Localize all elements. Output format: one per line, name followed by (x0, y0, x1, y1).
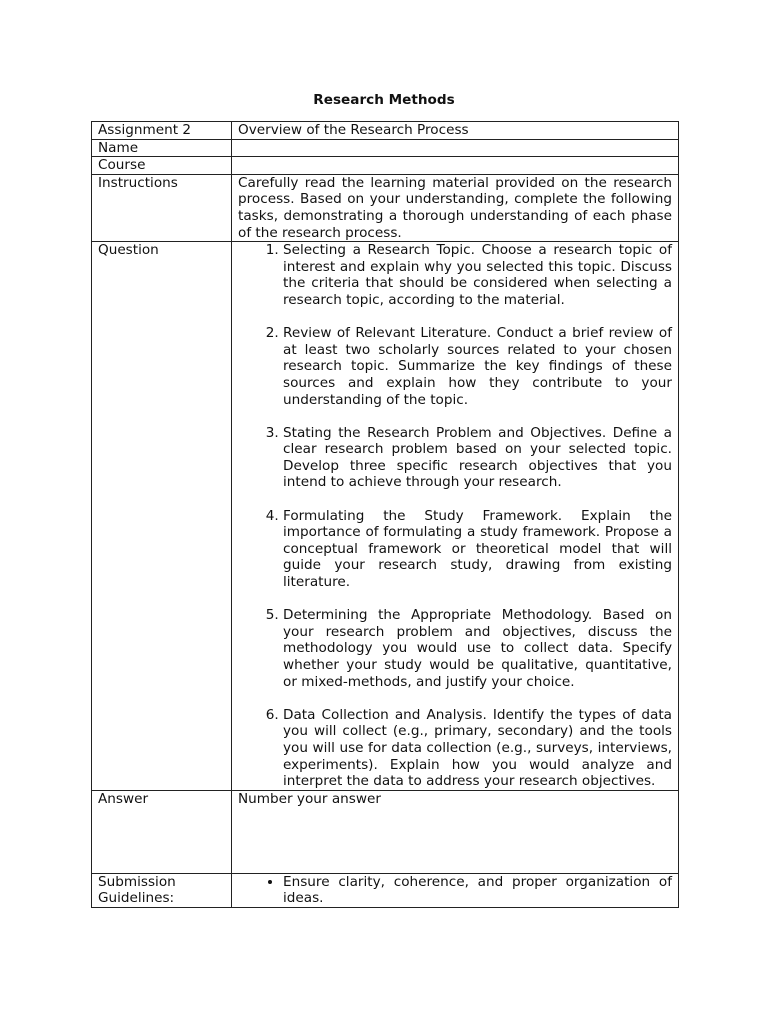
question-item-2: 2. Review of Relevant Literature. Conduct a brief review of at least two scholarly sources related to your chosen research topic. Summarize the key findings of these sources and explain how they contribute to your understanding of the topic. (283, 325, 672, 408)
table-row-question (92, 242, 679, 791)
question-cell (232, 242, 679, 791)
answer-field[interactable]: Number your answer (232, 790, 679, 873)
question-label: Question (92, 242, 232, 791)
instructions-label: Instructions (92, 174, 232, 241)
name-field[interactable] (232, 139, 679, 157)
course-field[interactable] (232, 157, 679, 175)
question-item-1: 1. Selecting a Research Topic. Choose a research topic of interest and explain why you selected this topic. Discuss the criteria that should be considered when selecting a research topic, according to the material. (283, 242, 672, 308)
question-item-3: 3. Stating the Research Problem and Objectives. Define a clear research problem based on your selected topic. Develop three specific research objectives that you intend to achieve through your research. (283, 425, 672, 491)
table-row-assignment (92, 122, 679, 140)
question-item-5: 5. Determining the Appropriate Methodology. Based on your research problem and objectives, discuss the methodology you would use to collect data. Specify whether your study would be qualitative, quantitative, or mixed-methods, and justify your choice. (283, 607, 672, 690)
assignment-label: Assignment 2 (92, 122, 232, 140)
table-row-answer (92, 790, 679, 873)
assignment-table (91, 121, 679, 908)
question-item-6: 6. Data Collection and Analysis. Identify the types of data you will collect (e.g., primary, secondary) and the tools you will use for data collection (e.g., surveys, interviews, experiments). Explain how you would analyze and interpret the data to address your research objectives. (283, 707, 672, 790)
instructions-text: Carefully read the learning material provided on the research process. Based on your understanding, complete the following tasks, demonstrating a thorough understanding of each phase of the research process. (232, 174, 679, 241)
course-label: Course (92, 157, 232, 175)
assignment-value: Overview of the Research Process (232, 122, 679, 140)
table-row-course (92, 157, 679, 175)
submission-list (238, 874, 672, 907)
submission-label: Submission Guidelines: (92, 873, 232, 907)
question-item-4: 4. Formulating the Study Framework. Explain the importance of formulating a study framework. Propose a conceptual framework or theoretical model that will guide your research study, drawing from existing literature. (283, 508, 672, 591)
submission-cell (232, 873, 679, 907)
submission-item-1: • Ensure clarity, coherence, and proper organization of ideas. (283, 874, 672, 907)
answer-label: Answer (92, 790, 232, 873)
table-row-instructions (92, 174, 679, 241)
table-row-name (92, 139, 679, 157)
name-label: Name (92, 139, 232, 157)
table-row-submission (92, 873, 679, 907)
document-title: Research Methods (313, 92, 455, 108)
question-list (238, 242, 672, 790)
